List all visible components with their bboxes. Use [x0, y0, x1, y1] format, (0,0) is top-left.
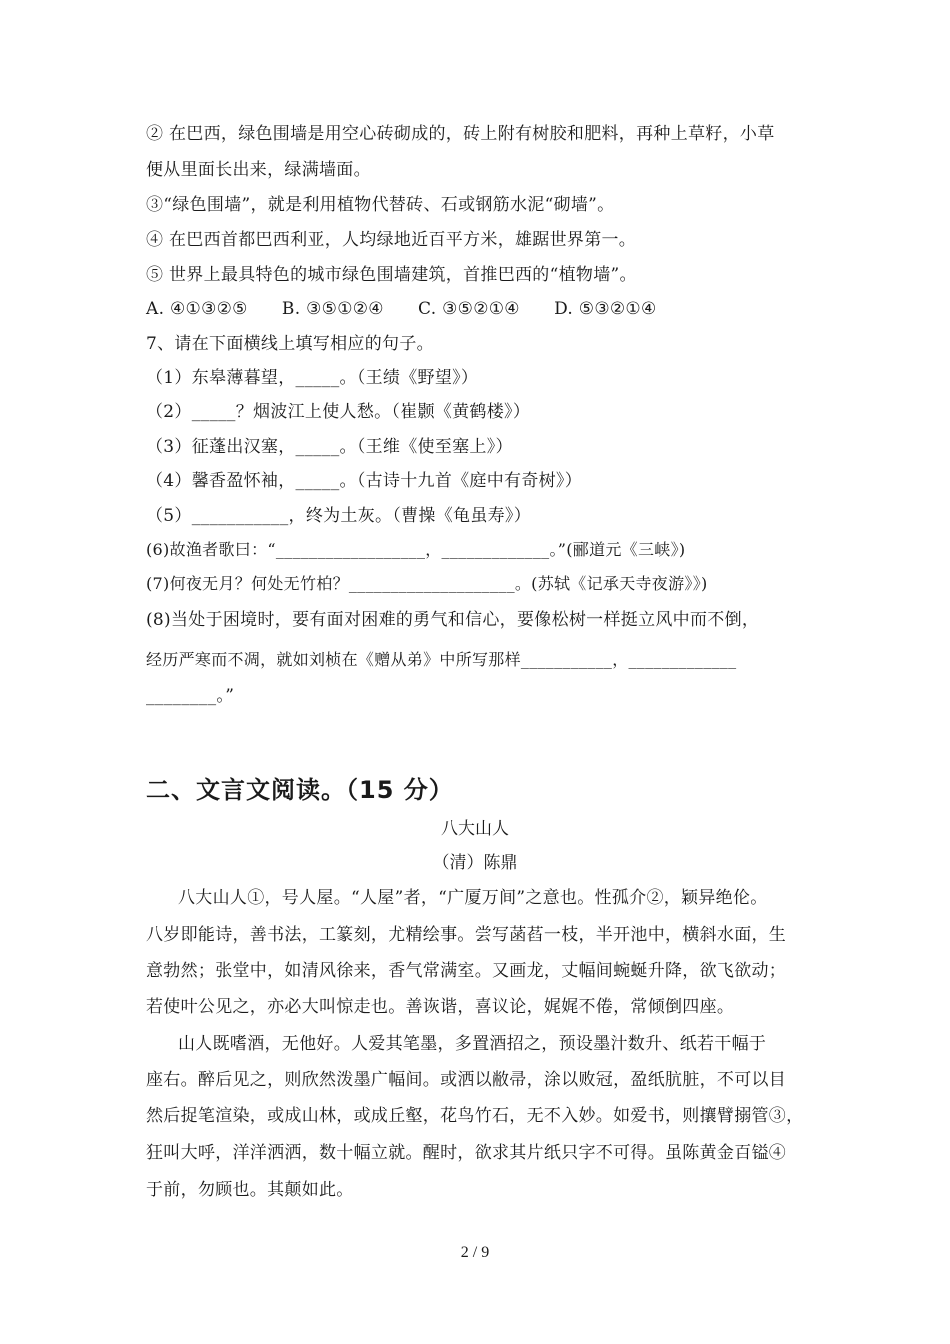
q7-item-7: (7)何夜无月？何处无竹柏？____________________。(苏轼《记承天寺夜游》》) [146, 574, 708, 593]
section-heading: 二、文言文阅读。（15 分） [146, 776, 454, 804]
paragraph-2-line-5: 于前，勿顾也。其颠如此。 [146, 1180, 354, 1200]
paragraph-2-line-4: 狂叫大呼，洋洋洒洒，数十幅立就。醒时，欲求其片纸只字不可得。虽陈黄金百镒④ [146, 1143, 787, 1163]
q7-item-6: (6)故渔者歌曰：“__________________，_____________。”(郦道元《三峡》) [146, 540, 686, 559]
sentence-4: ④ 在巴西首都巴西利亚，人均绿地近百平方米，雄踞世界第一。 [146, 230, 637, 250]
paragraph-1-line-4: 若使叶公见之，亦必大叫惊走也。善诙谐，喜议论，娓娓不倦，常倾倒四座。 [146, 997, 735, 1017]
sentence-2-line-2: 便从里面长出来，绿满墙面。 [146, 160, 371, 180]
q7-item-1: （1）东皋薄暮望，_____。（王绩《野望》） [146, 368, 479, 388]
paragraph-1-line-2: 八岁即能诗，善书法，工篆刻，尤精绘事。尝写菡萏一枝，半开池中，横斜水面，生 [146, 925, 787, 945]
sentence-5: ⑤ 世界上最具特色的城市绿色围墙建筑，首推巴西的“植物墙”。 [146, 265, 637, 285]
q7-item-8-line-3: ________。” [146, 686, 235, 706]
sentence-3: ③“绿色围墙”，就是利用植物代替砖、石或钢筋水泥“砌墙”。 [146, 195, 615, 215]
q7-item-8-line-1: (8)当处于困境时，要有面对困难的勇气和信心，要像松树一样挺立风中而不倒， [146, 610, 760, 630]
sentence-2-line-1: ② 在巴西，绿色围墙是用空心砖砌成的，砖上附有树胶和肥料，再种上草籽，小草 [146, 124, 775, 144]
q7-item-8-line-2: 经历严寒而不凋，就如刘桢在《赠从弟》中所写那样___________，_____________ [146, 650, 737, 669]
paragraph-2-line-1: 山人既嗜酒，无他好。人爱其笔墨，多置酒招之，预设墨汁数升、纸若干幅于 [178, 1034, 767, 1054]
paragraph-1-line-1: 八大山人①，号人屋。“人屋”者，“广厦万间”之意也。性孤介②，颖异绝伦。 [178, 888, 768, 908]
paragraph-2-line-2: 座右。醉后见之，则欣然泼墨广幅间。或洒以敝帚，涂以败冠，盈纸肮脏，不可以目 [146, 1070, 787, 1090]
answer-options: A. ④①③②⑤ B. ③⑤①②④ C. ③⑤②①④ D. ⑤③②①④ [146, 299, 657, 319]
paragraph-2-line-3: 然后捉笔渲染，或成山林，或成丘壑，花鸟竹石，无不入妙。如爱书，则攘臂搦管③， [146, 1106, 804, 1126]
q7-item-4: （4）馨香盈怀袖，_____。（古诗十九首《庭中有奇树》） [146, 471, 583, 491]
question-7-title: 7、请在下面横线上填写相应的句子。 [146, 334, 434, 354]
q7-item-2: （2）_____？烟波江上使人愁。（崔颢《黄鹤楼》） [146, 402, 531, 422]
paragraph-1-line-3: 意勃然；张堂中，如清风徐来，香气常满室。又画龙，丈幅间蜿蜒升降，欲飞欲动； [146, 961, 787, 981]
page-number: 2 / 9 [460, 1244, 490, 1261]
q7-item-5: （5）___________，终为土灰。（曹操《龟虽寿》） [146, 506, 532, 526]
q7-item-3: （3）征蓬出汉塞，_____。（王维《使至塞上》） [146, 437, 513, 457]
text-title: 八大山人 [441, 819, 509, 839]
text-author: （清）陈鼎 [432, 853, 518, 873]
